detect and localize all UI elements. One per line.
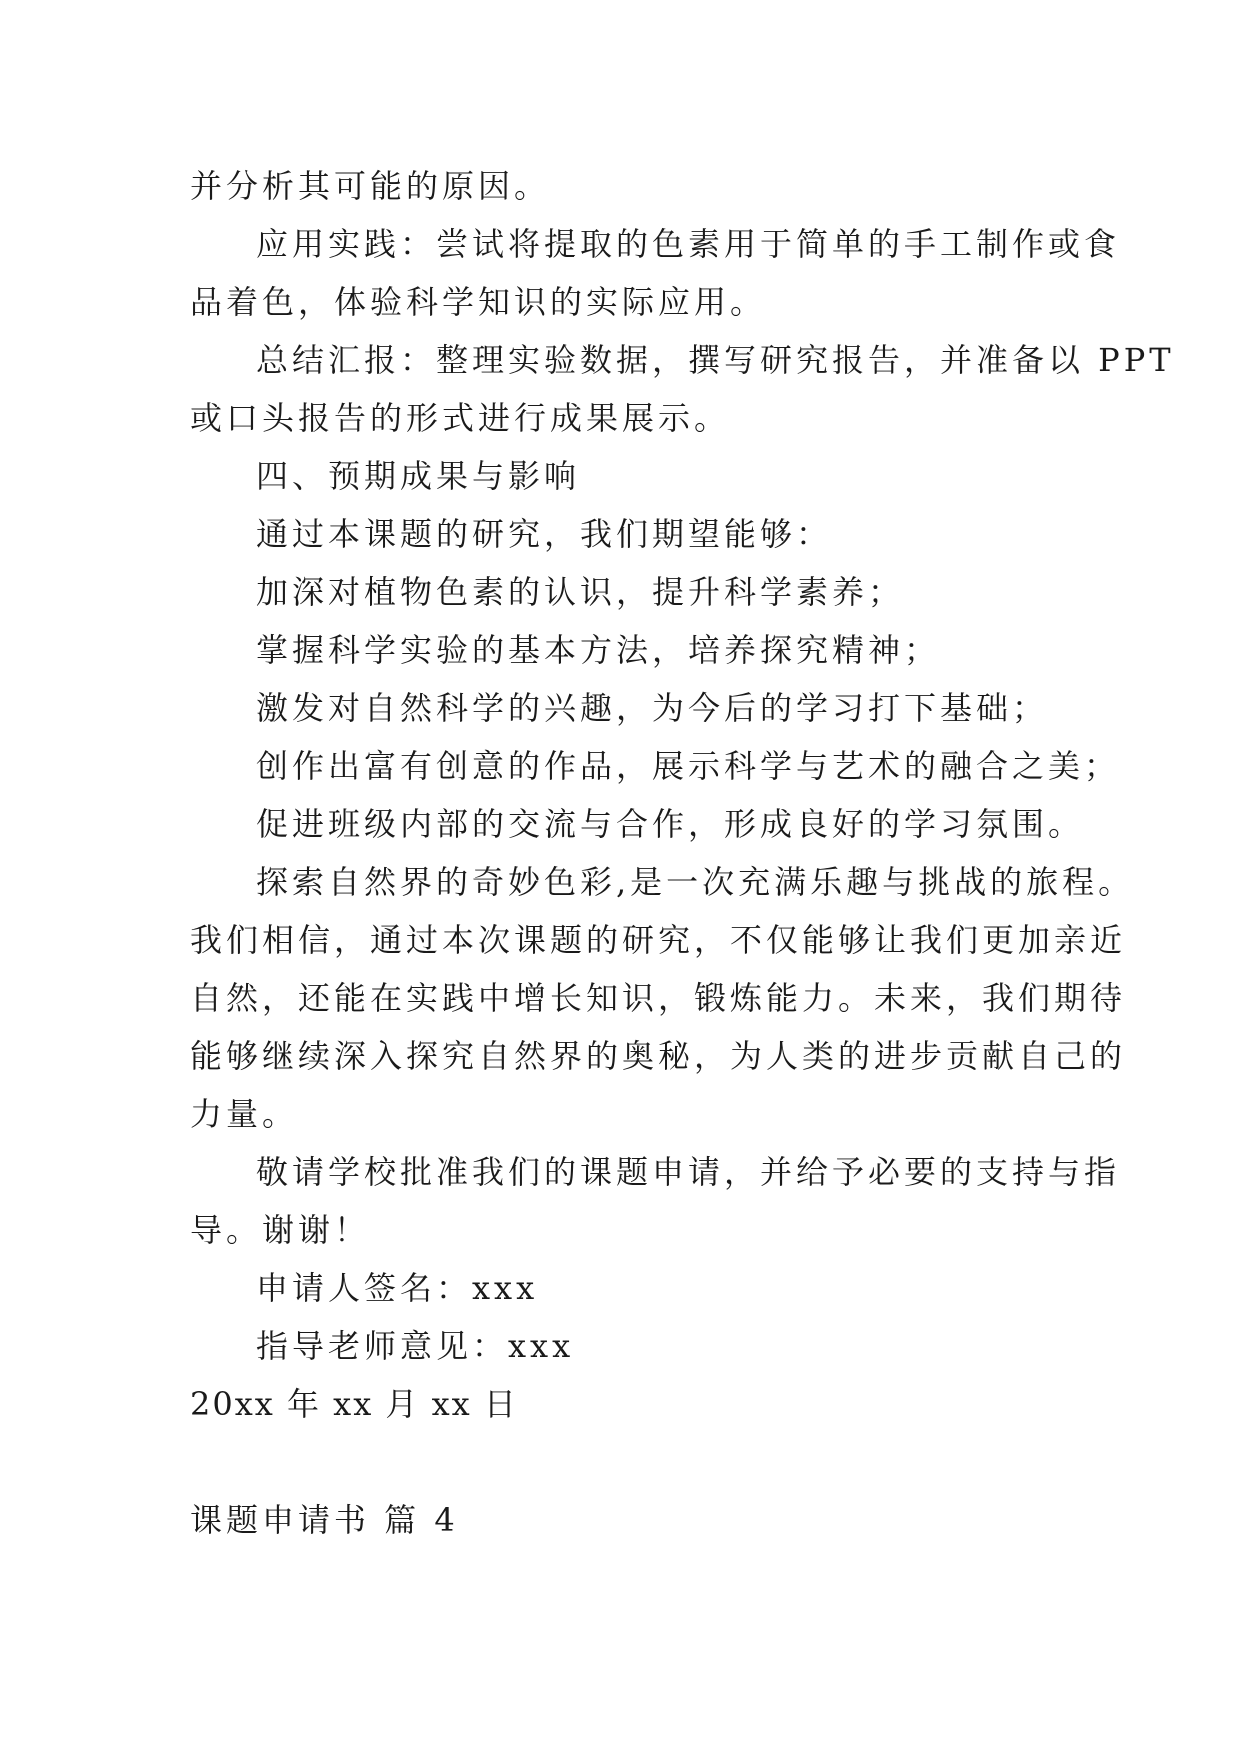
paragraph-line: 自然，还能在实践中增长知识，锻炼能力。未来，我们期待 [190, 979, 1127, 1017]
paragraph-line: 品着色，体验科学知识的实际应用。 [190, 283, 767, 321]
advisor-opinion: 指导老师意见：xxx [256, 1327, 575, 1365]
paragraph-line: 并分析其可能的原因。 [190, 167, 551, 205]
paragraph-line: 应用实践：尝试将提取的色素用于简单的手工制作或食 [256, 225, 1121, 263]
list-item: 掌握科学实验的基本方法，培养探究精神； [256, 631, 941, 669]
section-title: 课题申请书 篇 4 [190, 1501, 459, 1539]
paragraph-line: 总结汇报：整理实验数据，撰写研究报告，并准备以 PPT [256, 341, 1175, 379]
paragraph-line: 导。谢谢！ [190, 1211, 371, 1249]
section-heading: 四、预期成果与影响 [256, 457, 581, 495]
applicant-signature: 申请人签名：xxx [256, 1269, 539, 1307]
paragraph-line: 通过本课题的研究，我们期望能够： [256, 515, 833, 553]
list-item: 促进班级内部的交流与合作，形成良好的学习氛围。 [256, 805, 1085, 843]
list-item: 激发对自然科学的兴趣，为今后的学习打下基础； [256, 689, 1049, 727]
paragraph-line: 力量。 [190, 1095, 299, 1133]
paragraph-line: 我们相信，通过本次课题的研究，不仅能够让我们更加亲近 [190, 921, 1127, 959]
paragraph-line: 或口头报告的形式进行成果展示。 [190, 399, 731, 437]
paragraph-line: 探索自然界的奇妙色彩,是一次充满乐趣与挑战的旅程。 [256, 863, 1135, 901]
list-item: 创作出富有创意的作品，展示科学与艺术的融合之美； [256, 747, 1121, 785]
list-item: 加深对植物色素的认识，提升科学素养； [256, 573, 905, 611]
paragraph-line: 敬请学校批准我们的课题申请，并给予必要的支持与指 [256, 1153, 1121, 1191]
document-date: 20xx 年 xx 月 xx 日 [190, 1385, 518, 1423]
paragraph-line: 能够继续深入探究自然界的奥秘，为人类的进步贡献自己的 [190, 1037, 1127, 1075]
